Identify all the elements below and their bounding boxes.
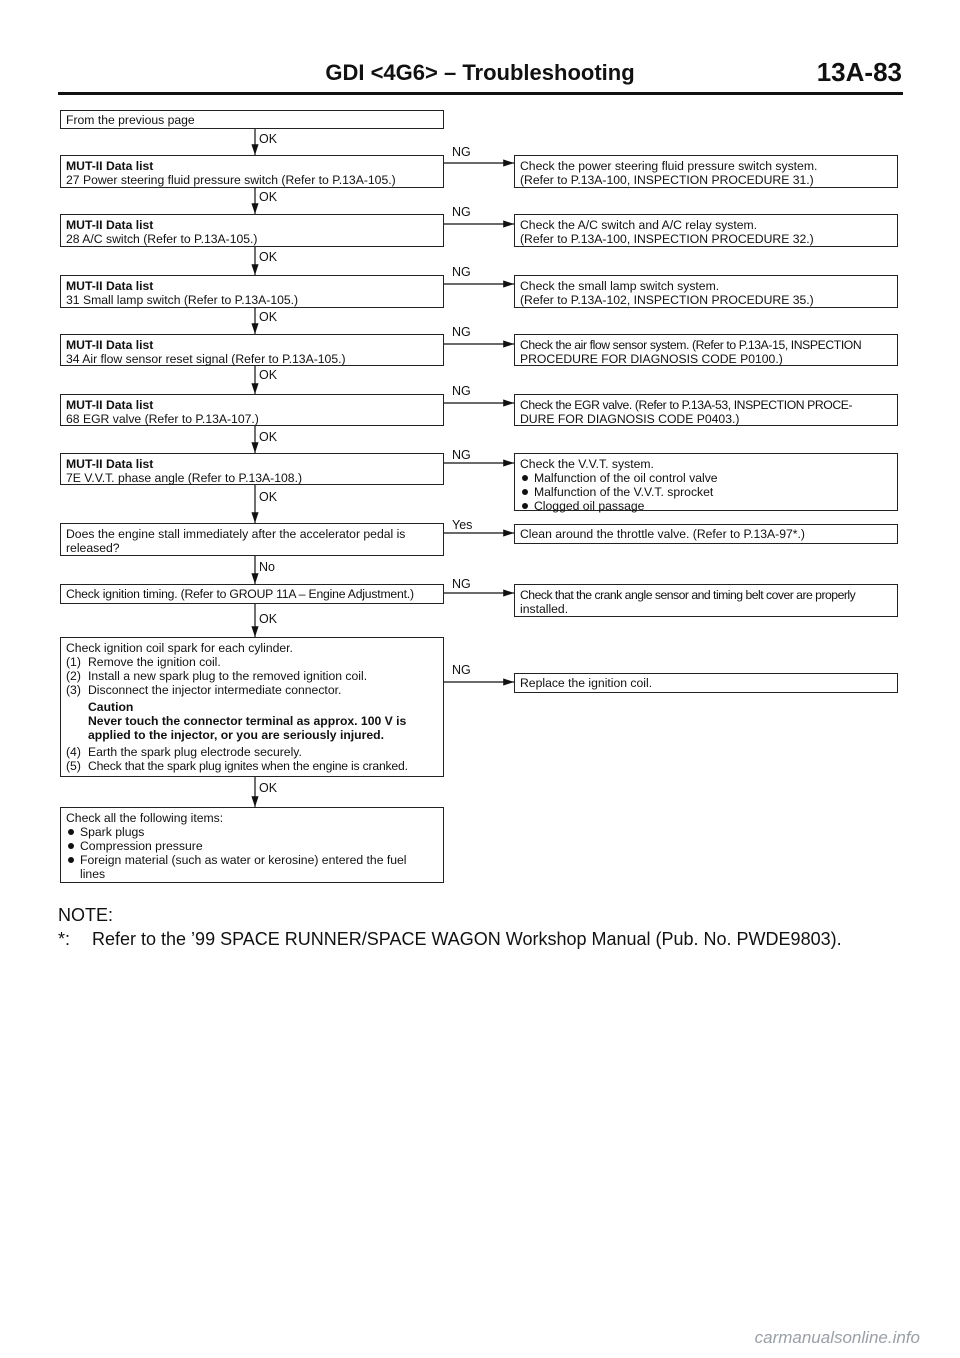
- result-box-28: [514, 214, 898, 247]
- result-line-2: (Refer to P.13A-102, INSPECTION PROCEDURE 35.): [520, 293, 814, 307]
- step-text: Disconnect the injector intermediate connector.: [88, 683, 342, 697]
- check-box-68: [60, 394, 444, 426]
- check-text: 31 Small lamp switch (Refer to P.13A-105.): [66, 293, 299, 307]
- vvt-result-item: Clogged oil passage: [520, 499, 892, 513]
- result-line-1: Check the power steering fluid pressure switch system.: [520, 159, 818, 173]
- check-box-28: [60, 214, 444, 247]
- result-line-2: installed.: [520, 602, 569, 616]
- spark-step: [66, 759, 438, 773]
- note-line: [58, 927, 842, 951]
- ok-label-2: OK: [259, 190, 278, 204]
- result-box-coil: [514, 673, 898, 693]
- step-num: (3): [66, 683, 81, 697]
- start-box: [60, 110, 444, 129]
- ng-label-3: NG: [452, 265, 471, 279]
- result-box-68: [514, 394, 898, 426]
- check-text: 34 Air flow sensor reset signal (Refer to P.13A-105.): [66, 352, 346, 366]
- final-items: [66, 825, 438, 867]
- stall-line-2: released?: [66, 541, 120, 555]
- result-line-1: Check the A/C switch and A/C relay system.: [520, 218, 758, 232]
- note-star: *:: [58, 929, 71, 949]
- result-box-throttle: [514, 524, 898, 544]
- result-line-2: (Refer to P.13A-100, INSPECTION PROCEDURE 31.): [520, 173, 814, 187]
- yes-label: Yes: [452, 518, 473, 532]
- final-item: Compression pressure: [66, 839, 438, 853]
- final-item: Spark plugs: [66, 825, 438, 839]
- stall-line-1: Does the engine stall immediately after the accelerator pedal is: [66, 527, 406, 541]
- spark-steps: [66, 655, 438, 697]
- result-box-vvt: [514, 453, 898, 511]
- check-box-34: [60, 334, 444, 366]
- result-line-1: Check the small lamp switch system.: [520, 279, 720, 293]
- result-box-34: [514, 334, 898, 366]
- result-line-1: Check that the crank angle sensor and timing belt cover are properly: [520, 588, 856, 602]
- step-num: (1): [66, 655, 81, 669]
- result-line-2: DURE FOR DIAGNOSIS CODE P0403.): [520, 412, 740, 426]
- spark-step: [66, 683, 438, 697]
- ng-label-6: NG: [452, 448, 471, 462]
- final-item: Foreign material (such as water or kerosine) entered the fuel: [66, 853, 438, 867]
- check-title: MUT-II Data list: [66, 279, 154, 293]
- final-check-box: [60, 807, 444, 883]
- ignition-timing-text: Check ignition timing. (Refer to GROUP 11A – Engine Adjustment.): [66, 587, 414, 601]
- ok-label-6: OK: [259, 430, 278, 444]
- check-title: MUT-II Data list: [66, 398, 154, 412]
- note-text: Refer to the ’99 SPACE RUNNER/SPACE WAGON Workshop Manual (Pub. No. PWDE9803).: [92, 929, 842, 949]
- spark-steps-2: [66, 745, 438, 773]
- check-title: MUT-II Data list: [66, 218, 154, 232]
- step-text: Earth the spark plug electrode securely.: [88, 745, 302, 759]
- ok-label-3: OK: [259, 250, 278, 264]
- ng-label-1: NG: [452, 145, 471, 159]
- spark-step: [66, 655, 438, 669]
- start-label: From the previous page: [66, 113, 195, 127]
- step-text: Check that the spark plug ignites when the engine is cranked.: [88, 759, 408, 773]
- ng-label-2: NG: [452, 205, 471, 219]
- vvt-result-item: Malfunction of the oil control valve: [520, 471, 892, 485]
- no-label: No: [259, 560, 275, 574]
- result-line-1: Check the air flow sensor system. (Refer to P.13A-15, INSPECTION: [520, 338, 862, 352]
- result-line-2: (Refer to P.13A-100, INSPECTION PROCEDURE 32.): [520, 232, 814, 246]
- result-line-2: PROCEDURE FOR DIAGNOSIS CODE P0100.): [520, 352, 783, 366]
- ok-label-8: OK: [259, 612, 278, 626]
- check-text: 7E V.V.T. phase angle (Refer to P.13A-108.): [66, 471, 303, 485]
- ok-label-9: OK: [259, 781, 278, 795]
- page-number: 13A-83: [816, 57, 902, 87]
- result-box-27: [514, 155, 898, 188]
- check-title: MUT-II Data list: [66, 338, 154, 352]
- step-text: Remove the ignition coil.: [88, 655, 221, 669]
- check-box-31: [60, 275, 444, 308]
- watermark: carmanualsonline.info: [754, 1328, 920, 1347]
- ok-label-1: OK: [259, 132, 278, 146]
- final-cont: lines: [80, 867, 106, 881]
- ok-label-4: OK: [259, 310, 278, 324]
- ignition-timing-box: [60, 584, 444, 604]
- result-box-31: [514, 275, 898, 308]
- check-title: MUT-II Data list: [66, 457, 154, 471]
- caution-line-2: applied to the injector, or you are seriously injured.: [88, 728, 384, 742]
- spark-step: [66, 669, 438, 683]
- vvt-result-item: Malfunction of the V.V.T. sprocket: [520, 485, 892, 499]
- spark-title: Check ignition coil spark for each cylinder.: [66, 641, 293, 655]
- check-title: MUT-II Data list: [66, 159, 154, 173]
- ng-label-5: NG: [452, 384, 471, 398]
- ng-label-4: NG: [452, 325, 471, 339]
- result-box-crank: [514, 584, 898, 617]
- vvt-result-items: [520, 471, 892, 513]
- check-text: 68 EGR valve (Refer to P.13A-107.): [66, 412, 259, 426]
- check-text: 27 Power steering fluid pressure switch (Refer to P.13A-105.): [66, 173, 396, 187]
- note-label: NOTE:: [58, 905, 114, 925]
- step-num: (4): [66, 745, 81, 759]
- check-box-7e: [60, 453, 444, 485]
- caution-line-1: Never touch the connector terminal as approx. 100 V is: [88, 714, 407, 728]
- caution-block: [66, 700, 438, 742]
- stall-question-box: [60, 523, 444, 556]
- coil-result: Replace the ignition coil.: [520, 676, 653, 690]
- page-title: GDI <4G6> – Troubleshooting: [325, 60, 635, 85]
- check-text: 28 A/C switch (Refer to P.13A-105.): [66, 232, 258, 246]
- step-num: (2): [66, 669, 81, 683]
- ok-label-7: OK: [259, 490, 278, 504]
- ng-label-7: NG: [452, 577, 471, 591]
- check-box-27: [60, 155, 444, 188]
- ok-label-5: OK: [259, 368, 278, 382]
- vvt-result-title: Check the V.V.T. system.: [520, 457, 654, 471]
- footnote: [58, 903, 842, 951]
- spark-step: [66, 745, 438, 759]
- final-title: Check all the following items:: [66, 811, 224, 825]
- caution-title: Caution: [88, 700, 134, 714]
- throttle-result: Clean around the throttle valve. (Refer to P.13A-97*.): [520, 527, 805, 541]
- step-num: (5): [66, 759, 81, 773]
- ng-label-8: NG: [452, 663, 471, 677]
- result-line-1: Check the EGR valve. (Refer to P.13A-53, INSPECTION PROCE-: [520, 398, 853, 412]
- spark-check-box: [60, 637, 444, 777]
- step-text: Install a new spark plug to the removed ignition coil.: [88, 669, 368, 683]
